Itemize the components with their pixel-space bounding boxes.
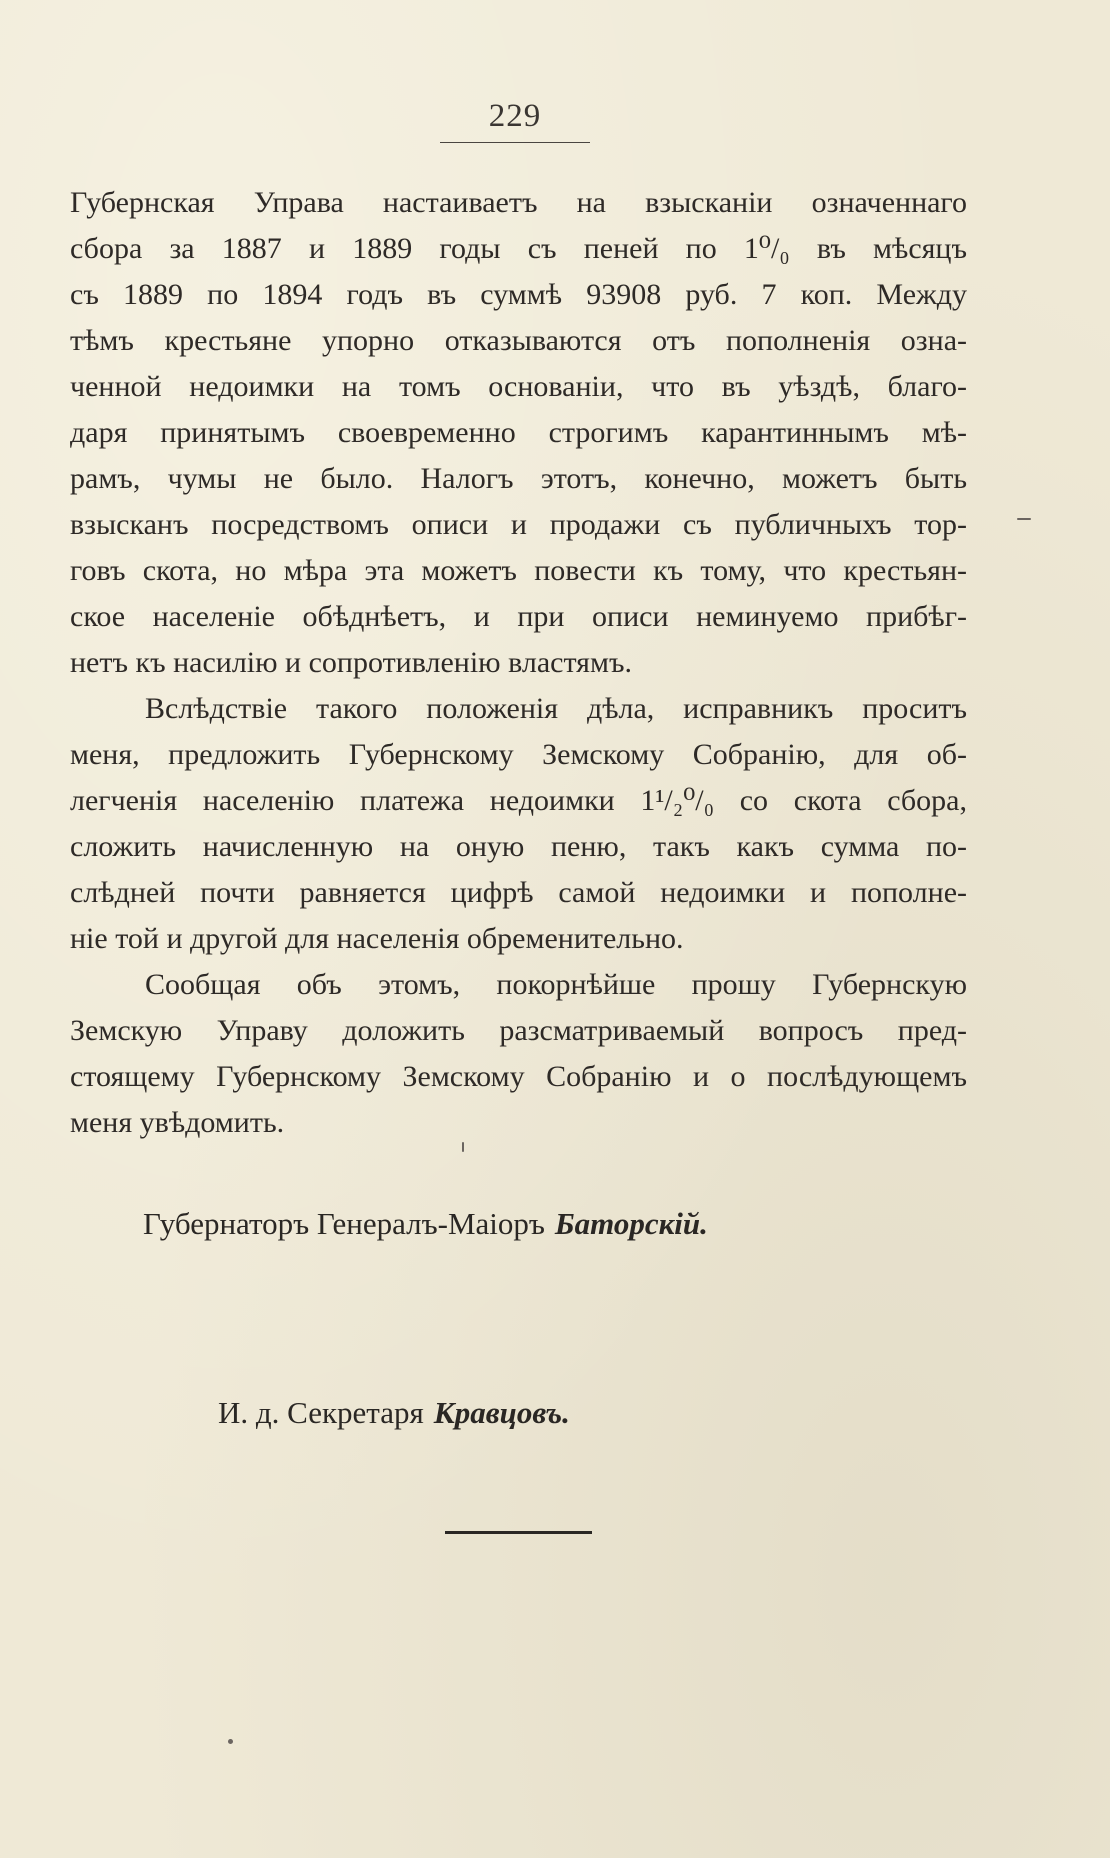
text-line: ніе той и другой для населенія обременительно. (70, 922, 684, 955)
text-line: нетъ къ насилію и сопротивленію властямъ. (70, 646, 632, 679)
text-line: легченія населенію платежа недоимки 1¹/₂⁰/₀ со скота сбора, (70, 784, 967, 817)
text-line: даря принятымъ своевременно строгимъ карантиннымъ мѣ- (70, 416, 967, 449)
text-line: слѣдней почти равняется цифрѣ самой недоимки и пополне- (70, 876, 967, 909)
text-line: сложить начисленную на оную пеню, такъ какъ сумма по- (70, 830, 967, 863)
text-line: рамъ, чумы не было. Налогъ этотъ, конечно, можетъ быть (70, 462, 967, 495)
text-line: Земскую Управу доложить разсматриваемый вопросъ пред- (70, 1014, 967, 1047)
text-line: Губернская Управа настаиваетъ на взысканіи означеннаго (70, 186, 967, 219)
text-line: сбора за 1887 и 1889 годы съ пеней по 1⁰/₀ въ мѣсяцъ (70, 232, 967, 265)
page-number: 229 (488, 98, 542, 134)
secretary-signature (218, 1395, 570, 1431)
text-line: меня увѣдомить. (70, 1106, 285, 1139)
text-line: тѣмъ крестьяне упорно отказываются отъ пополненія озна- (70, 324, 967, 357)
paper-speck (462, 1142, 464, 1152)
paper-speck (1017, 518, 1031, 520)
header-rule (440, 142, 590, 143)
paragraph-1 (70, 180, 967, 686)
governor-signature (143, 1206, 708, 1242)
end-rule (445, 1531, 592, 1534)
text-line: говъ скота, но мѣра эта можетъ повести къ тому, что крестьян- (70, 554, 967, 587)
text-line: меня, предложить Губернскому Земскому Собранію, для об- (70, 738, 967, 771)
text-line: взысканъ посредствомъ описи и продажи съ публичныхъ тор- (70, 508, 967, 541)
paragraph-3 (70, 962, 967, 1146)
text-line: ченной недоимки на томъ основаніи, что въ уѣздѣ, благо- (70, 370, 967, 403)
paper-speck (228, 1739, 233, 1744)
text-line: стоящему Губернскому Земскому Собранію и о послѣдующемъ (70, 1060, 967, 1093)
text-line: Сообщая объ этомъ, покорнѣйше прошу Губернскую (145, 968, 967, 1001)
paragraph-2 (70, 686, 967, 962)
text-line: съ 1889 по 1894 годъ въ суммѣ 93908 руб. 7 коп. Между (70, 278, 967, 311)
signature-title: Губернаторъ Генералъ-Маіоръ (143, 1206, 545, 1241)
text-line: Вслѣдствіе такого положенія дѣла, исправникъ проситъ (145, 692, 967, 725)
body-text (70, 180, 967, 1146)
signature-title: И. д. Секретаря (218, 1395, 424, 1430)
signature-name: Кравцовъ. (433, 1395, 570, 1430)
signature-name: Баторскій. (554, 1206, 708, 1241)
text-line: ское населеніе обѣднѣетъ, и при описи неминуемо прибѣг- (70, 600, 967, 633)
